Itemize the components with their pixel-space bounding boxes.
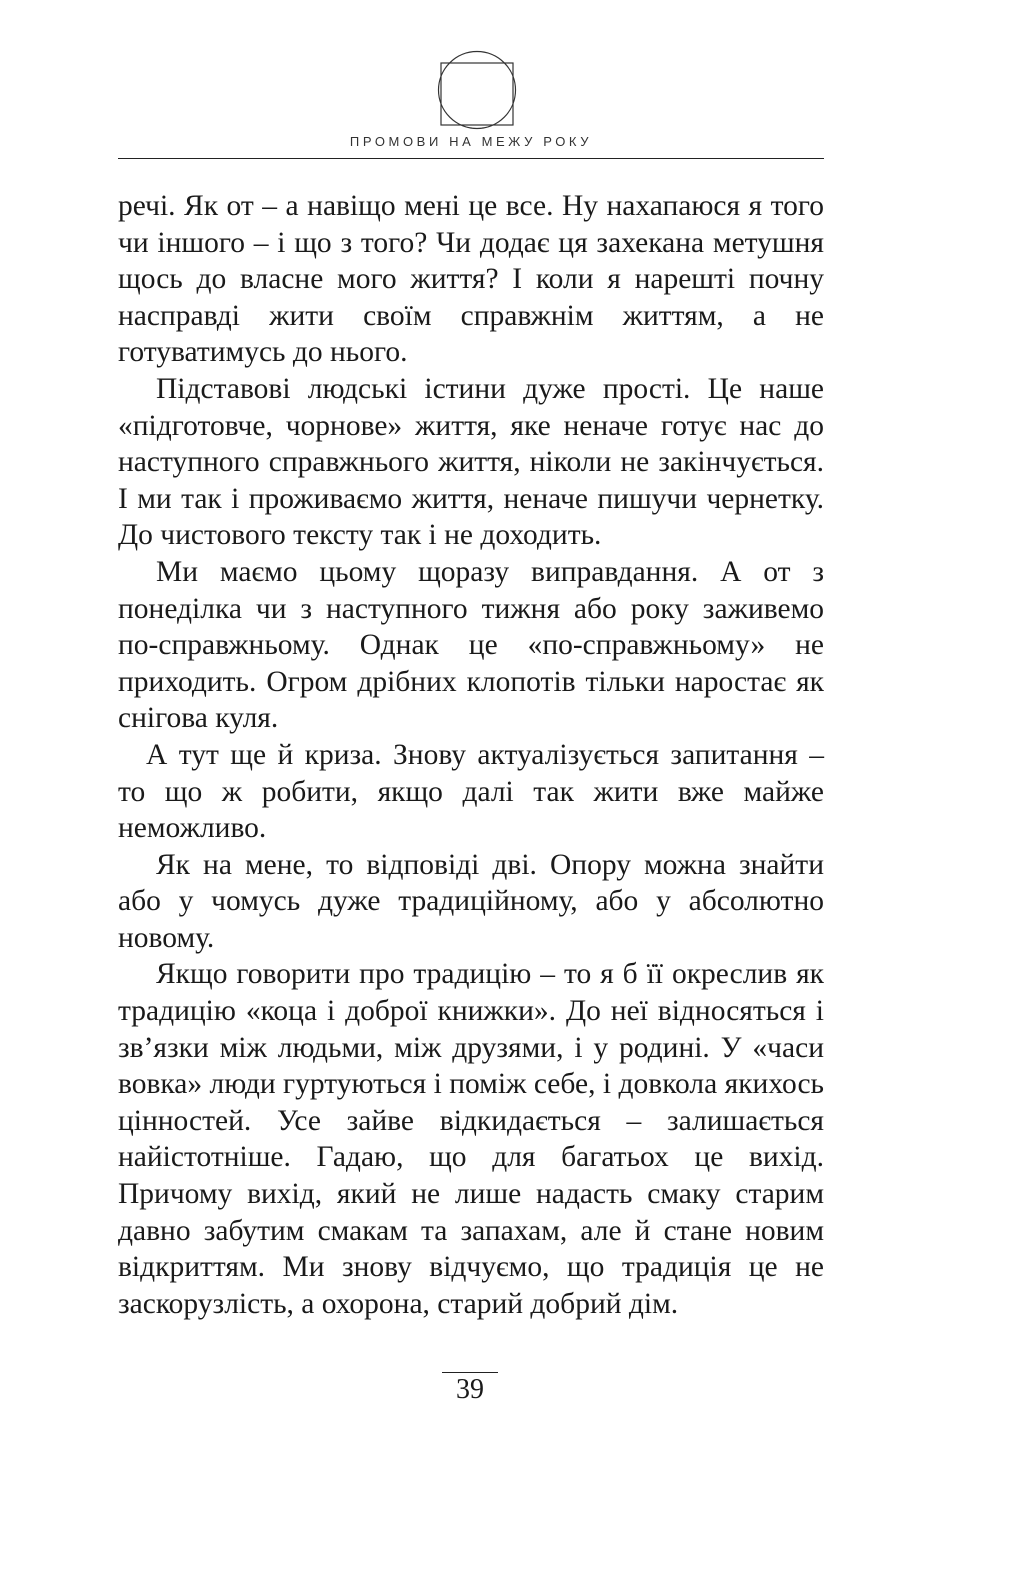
paragraph: Якщо говорити про традицію – то я б її окреслив як традицію «коца і доброї книжки». До неї відносяться і зв’язки між людьми, між друзями, і у родині. У «часи вовка» люди гуртуються і поміж себе, і довкола якихось цінностей. Усе зайве відкидається – залишається найістотніше. Гадаю, що для багатьох це вихід. Причому вихід, який не лише надасть смаку старим давно забутим смакам та запахам, але й стане новим відкриттям. Ми знову відчуємо, що традиція це не заскорузлість, а охорона, старий добрий дім.: [118, 958, 824, 1320]
paragraph-continuation: речі. Як от – а навіщо мені це все. Ну нахапаюся я того чи іншого – і що з того? Чи додає ця захекана метушня щось до власне мого життя? І коли я нарешті почну насправді жити своїм справжнім життям, а не готуватимусь до нього.: [118, 190, 824, 369]
paragraph: Як на мене, то відповіді дві. Опору можна знайти або у чомусь дуже традиційному, або у абсолютно новому.: [118, 848, 824, 954]
circle-square-emblem-icon: [431, 50, 523, 130]
running-title: ПРОМОВИ НА МЕЖУ РОКУ: [349, 134, 593, 149]
header-rule: [118, 158, 824, 159]
body-text: [118, 188, 824, 1322]
paragraph: Підставові людські істини дуже прості. Це наше «підготовче, чорнове» життя, яке неначе готує нас до наступного справжнього життя, ніколи не закінчується. І ми так і проживаємо життя, неначе пишучи чернетку. До чистового тексту так і не доходить.: [118, 372, 824, 552]
paragraph: А тут ще й криза. Знову актуалізується запитання – то що ж робити, якщо далі так жити вже майже неможливо.: [118, 738, 824, 845]
paragraph: Ми маємо цьому щоразу виправдання. А от з понеділка чи з наступного тижня або року заживемо по-справжньому. Однак це «по-справжньому» не приходить. Огром дрібних клопотів тільки наростає як снігова куля.: [118, 555, 824, 735]
page-number: 39: [442, 1372, 498, 1406]
